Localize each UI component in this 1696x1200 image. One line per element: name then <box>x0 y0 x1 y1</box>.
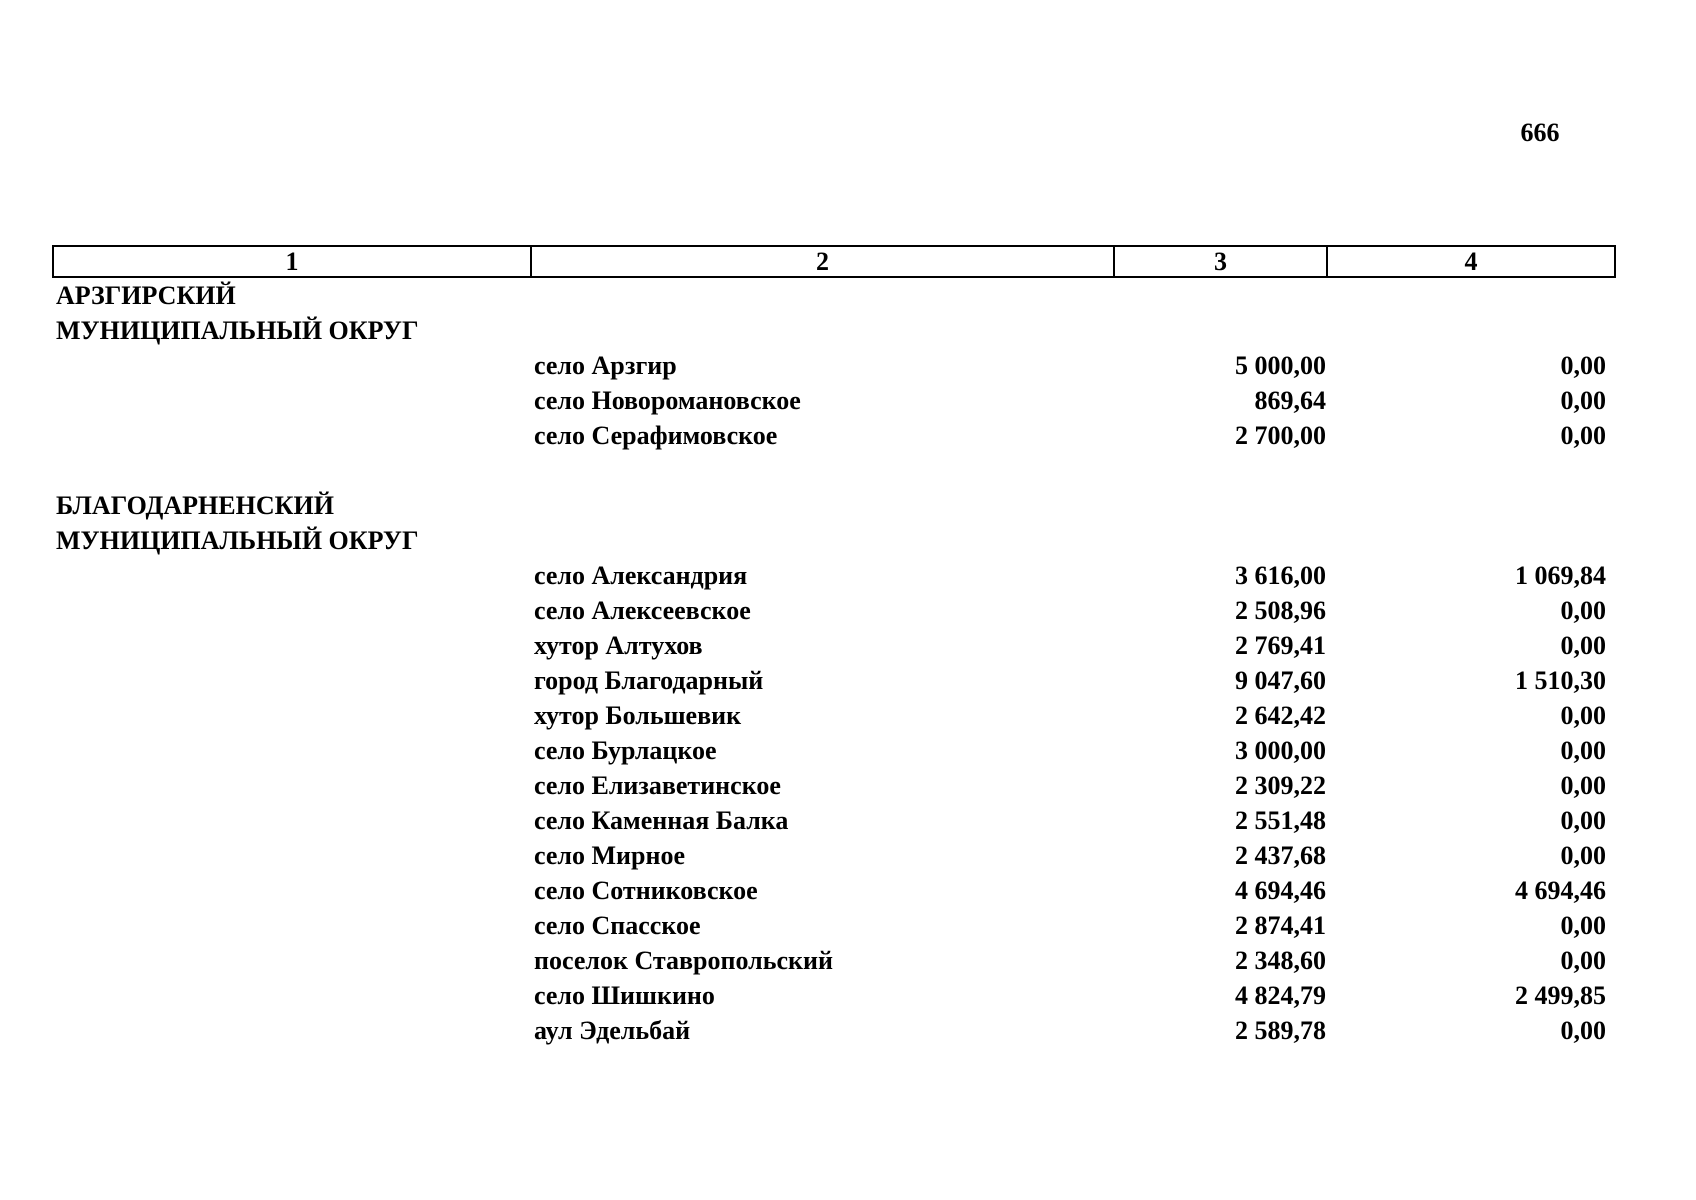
value-col-4: 0,00 <box>1560 351 1606 380</box>
settlement-name: село Мирное <box>534 841 685 870</box>
settlement-name: село Шишкино <box>534 981 715 1010</box>
value-col-4: 0,00 <box>1560 736 1606 765</box>
table-row <box>52 418 1616 453</box>
table-row <box>52 803 1616 838</box>
value-col-4: 0,00 <box>1560 1016 1606 1045</box>
settlement-name: хутор Большевик <box>534 701 742 730</box>
value-col-4: 0,00 <box>1560 701 1606 730</box>
value-col-3: 2 309,22 <box>1235 771 1326 800</box>
header-col-4: 4 <box>1464 247 1478 276</box>
table-row <box>52 1013 1616 1048</box>
header-col-3: 3 <box>1115 247 1328 276</box>
table-row <box>52 908 1616 943</box>
settlement-name: село Серафимовское <box>534 421 778 450</box>
table-row <box>52 698 1616 733</box>
value-col-4: 2 499,85 <box>1515 981 1606 1010</box>
table-row <box>52 348 1616 383</box>
value-col-3: 5 000,00 <box>1235 351 1326 380</box>
value-col-4: 0,00 <box>1560 841 1606 870</box>
table-body <box>52 278 1616 1048</box>
settlement-name: село Александрия <box>534 561 748 590</box>
value-col-3: 2 589,78 <box>1235 1016 1326 1045</box>
value-col-3: 4 824,79 <box>1235 981 1326 1010</box>
district-heading <box>52 278 1616 348</box>
district-heading <box>52 488 1616 558</box>
value-col-4: 1 510,30 <box>1515 666 1606 695</box>
table-row <box>52 628 1616 663</box>
district-type: МУНИЦИПАЛЬНЫЙ ОКРУГ <box>56 526 419 555</box>
value-col-4: 1 069,84 <box>1515 561 1606 590</box>
value-col-4: 0,00 <box>1560 771 1606 800</box>
settlement-name: село Каменная Балка <box>534 806 789 835</box>
settlement-name: поселок Ставропольский <box>534 946 833 975</box>
table-header <box>52 245 1616 278</box>
table-row <box>52 943 1616 978</box>
value-col-4: 0,00 <box>1560 631 1606 660</box>
value-col-3: 869,64 <box>1254 386 1326 415</box>
value-col-4: 0,00 <box>1560 421 1606 450</box>
value-col-3: 2 348,60 <box>1235 946 1326 975</box>
value-col-4: 0,00 <box>1560 911 1606 940</box>
settlement-name: хутор Алтухов <box>534 631 703 660</box>
value-col-4: 0,00 <box>1560 386 1606 415</box>
section-spacer <box>52 453 1616 488</box>
value-col-3: 2 551,48 <box>1235 806 1326 835</box>
table-row <box>52 593 1616 628</box>
table-row <box>52 838 1616 873</box>
page-number: 666 <box>1520 118 1560 147</box>
value-col-3: 2 874,41 <box>1235 911 1326 940</box>
settlement-name: село Алексеевское <box>534 596 751 625</box>
header-col-2: 2 <box>532 247 1115 276</box>
district-type: МУНИЦИПАЛЬНЫЙ ОКРУГ <box>56 316 419 345</box>
value-col-3: 3 616,00 <box>1235 561 1326 590</box>
value-col-4: 4 694,46 <box>1515 876 1606 905</box>
settlement-name: село Елизаветинское <box>534 771 781 800</box>
value-col-3: 9 047,60 <box>1235 666 1326 695</box>
value-col-3: 2 508,96 <box>1235 596 1326 625</box>
table-row <box>52 873 1616 908</box>
table-row <box>52 663 1616 698</box>
settlement-name: аул Эдельбай <box>534 1016 691 1045</box>
district-name: АРЗГИРСКИЙ <box>56 281 236 310</box>
settlement-name: село Новоромановское <box>534 386 801 415</box>
value-col-4: 0,00 <box>1560 806 1606 835</box>
value-col-4: 0,00 <box>1560 596 1606 625</box>
settlement-name: село Сотниковское <box>534 876 758 905</box>
value-col-3: 2 769,41 <box>1235 631 1326 660</box>
value-col-3: 3 000,00 <box>1235 736 1326 765</box>
header-col-1: 1 <box>54 247 532 276</box>
value-col-3: 2 700,00 <box>1235 421 1326 450</box>
table-row <box>52 558 1616 593</box>
value-col-4: 0,00 <box>1560 946 1606 975</box>
district-name: БЛАГОДАРНЕНСКИЙ <box>56 491 334 520</box>
table-row <box>52 978 1616 1013</box>
settlement-name: село Арзгир <box>534 351 677 380</box>
value-col-3: 2 642,42 <box>1235 701 1326 730</box>
settlement-name: город Благодарный <box>534 666 764 695</box>
value-col-3: 4 694,46 <box>1235 876 1326 905</box>
value-col-3: 2 437,68 <box>1235 841 1326 870</box>
table-row <box>52 383 1616 418</box>
table-row <box>52 768 1616 803</box>
settlement-name: село Бурлацкое <box>534 736 717 765</box>
settlement-name: село Спасское <box>534 911 701 940</box>
table-row <box>52 733 1616 768</box>
